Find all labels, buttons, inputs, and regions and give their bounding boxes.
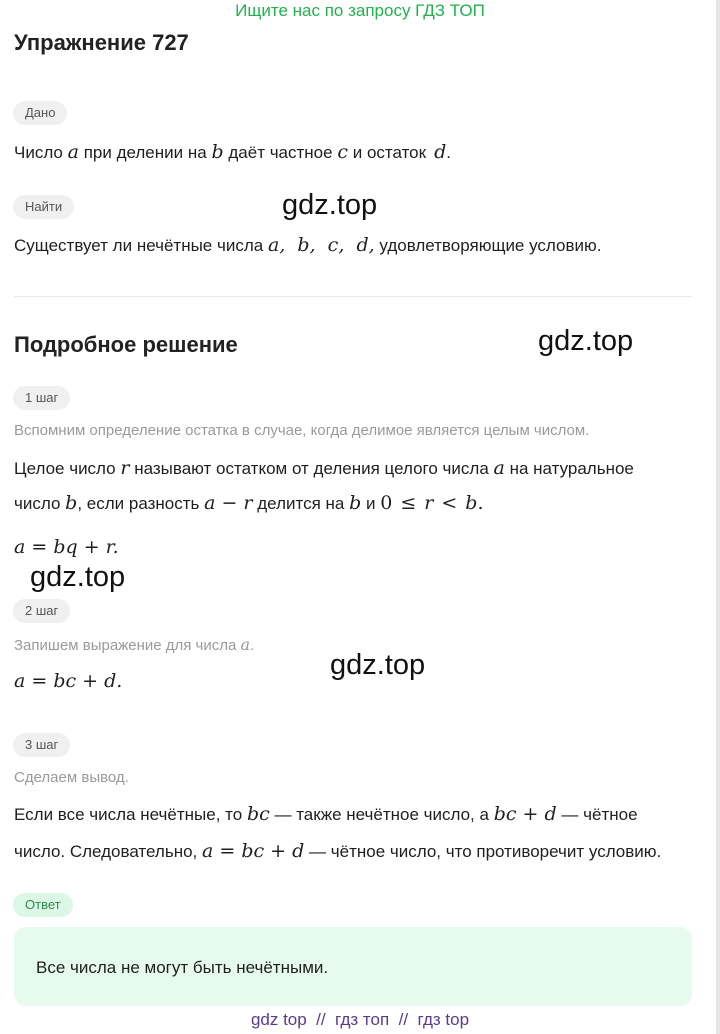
- step2-chip: 2 шаг: [13, 599, 70, 623]
- step3-hint: Сделаем вывод.: [14, 769, 129, 786]
- step1-line1: Целое число r называют остатком от деления целого числа a на натуральное: [14, 457, 634, 479]
- given-text: Число a при делении на b даёт частное c и остаток d.: [14, 141, 451, 163]
- step1-hint: Вспомним определение остатка в случае, когда делимое является целым числом.: [14, 422, 590, 439]
- answer-text: Все числа не могут быть нечётными.: [36, 958, 329, 977]
- watermark: gdz.top: [330, 649, 426, 681]
- footer-links[interactable]: gdz top // гдз топ // гдз top: [250, 1010, 470, 1029]
- step2-formula: a = bc + d.: [14, 670, 123, 692]
- step3-chip: 3 шаг: [13, 733, 70, 757]
- solution-title: Подробное решение: [14, 332, 238, 357]
- step2-hint: Запишем выражение для числа a.: [14, 635, 255, 654]
- watermark: gdz.top: [282, 189, 378, 221]
- step1-line2: число b, если разность a − r делится на b и 0 ≤ r < b.: [14, 492, 484, 514]
- search-banner: Ищите нас по запросу ГДЗ ТОП: [235, 1, 485, 20]
- step3-line1: Если все числа нечётные, то bc — также нечётное число, а bc + d — чётное: [14, 803, 638, 825]
- step3-line2: число. Следовательно, a = bc + d — чётное число, что противоречит условию.: [14, 840, 662, 862]
- scrollbar[interactable]: [716, 0, 720, 1034]
- step1-chip: 1 шаг: [13, 386, 70, 410]
- find-text: Существует ли нечётные числа a, b, c, d, удовлетворяющие условию.: [14, 234, 602, 256]
- page-title: Упражнение 727: [14, 30, 189, 55]
- divider: [14, 296, 692, 297]
- answer-box: [14, 927, 692, 1006]
- watermark: gdz.top: [538, 325, 634, 357]
- watermark: gdz.top: [30, 561, 126, 593]
- find-chip: Найти: [13, 195, 74, 219]
- step1-formula: a = bq + r.: [14, 536, 119, 558]
- answer-chip: Ответ: [13, 893, 73, 917]
- given-chip: Дано: [13, 101, 67, 125]
